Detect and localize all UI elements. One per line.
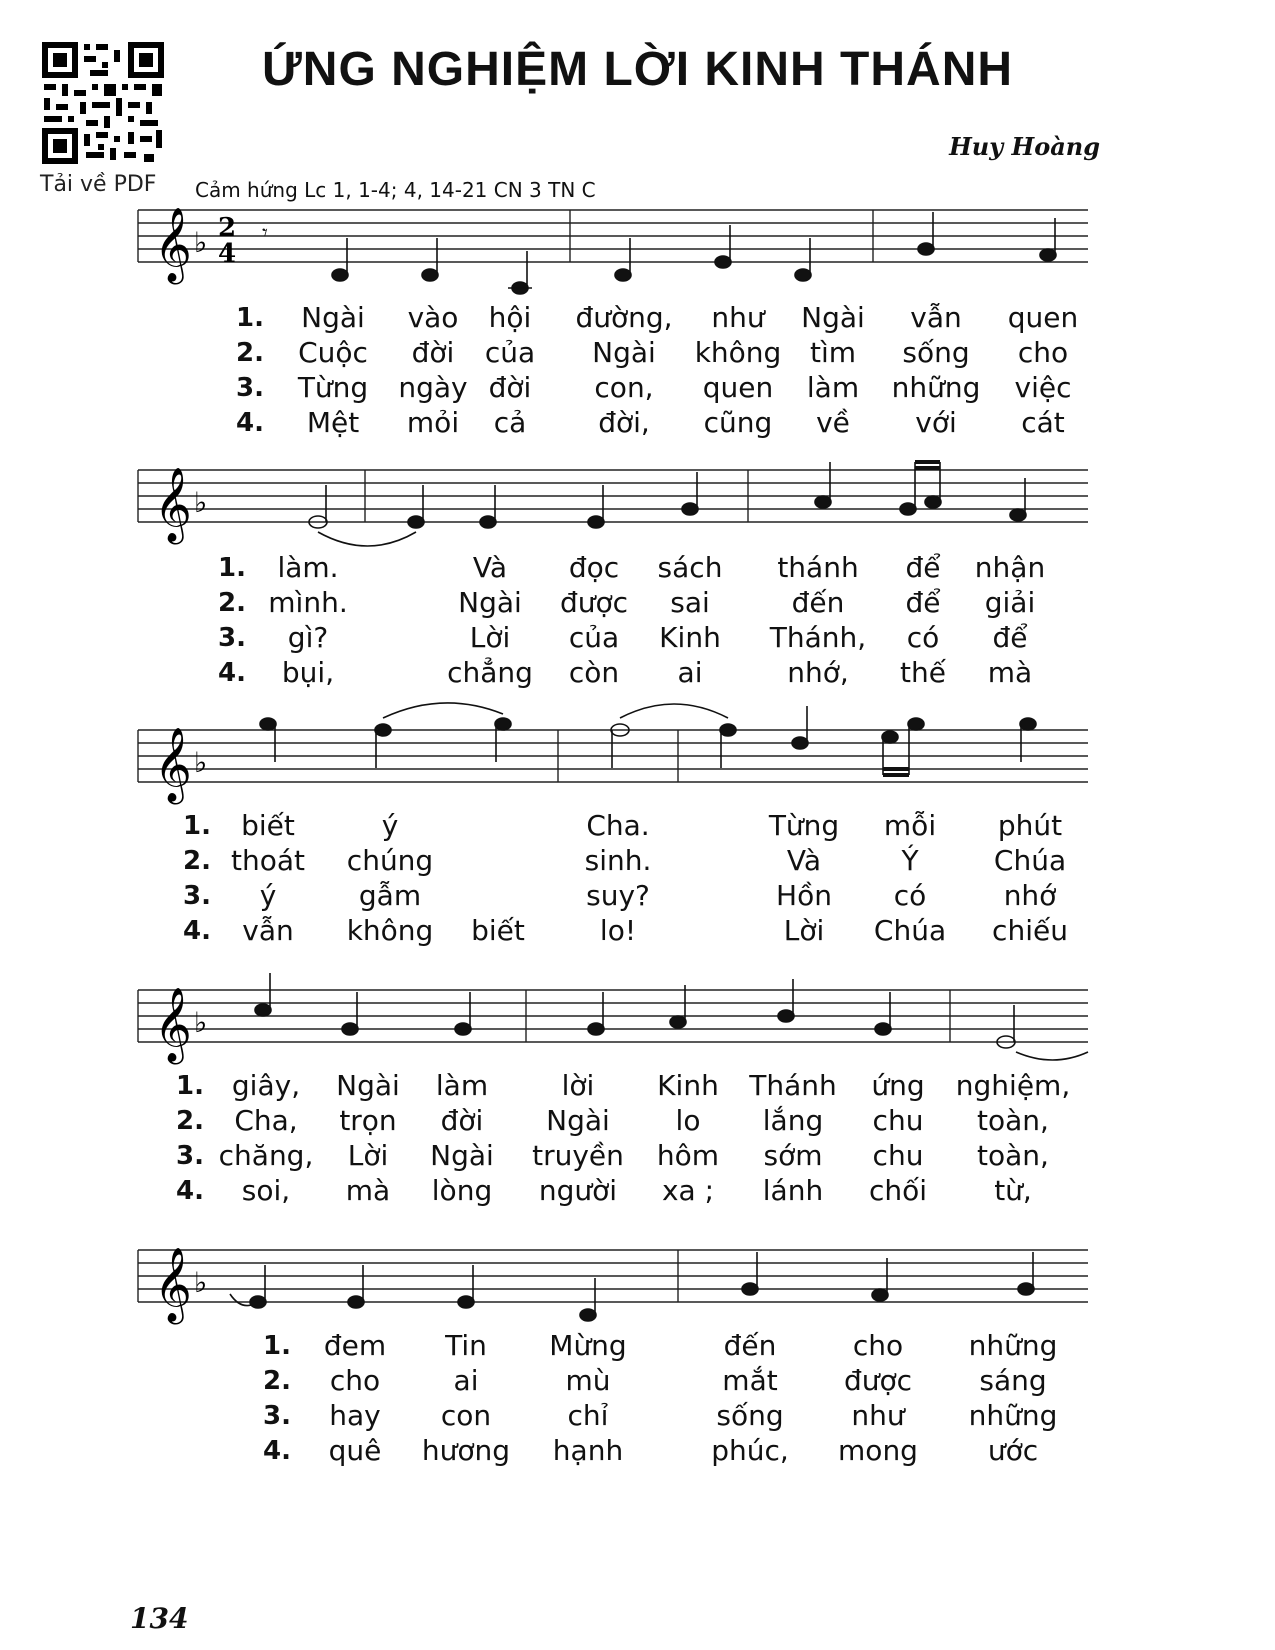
lyric-syllable: Chúa [873,914,947,947]
svg-text:𝄞: 𝄞 [154,1248,192,1322]
lyric-syllable: sống [716,1399,784,1432]
lyric-syllable: mong [838,1434,918,1467]
verse-number: 2. [183,846,211,876]
lyric-syllable: ứng [871,1069,925,1102]
lyric-syllable: sống [902,336,970,369]
verse-number: 1. [218,553,246,583]
lyric-syllable: lời [561,1069,595,1102]
lyric-syllable: để [905,551,941,584]
treble-clef [154,1248,192,1325]
lyric-syllable: nhớ [1003,879,1057,912]
song-title: ỨNG NGHIỆM LỜI KINH THÁNH [261,43,1014,96]
lyric-syllable: làm [806,371,860,404]
verse-number: 2. [263,1366,291,1396]
flat-sign: ♭ [194,1006,208,1039]
lyric-syllable: đem [323,1329,387,1362]
lyric-syllable: hội [488,301,532,334]
lyric-syllable: con [440,1399,492,1432]
verse-number: 2. [236,338,264,368]
verse-number: 3. [183,881,211,911]
lyric-syllable: chối [868,1174,928,1207]
lyric-syllable: mà [987,656,1033,689]
svg-text:𝄞: 𝄞 [154,468,192,542]
lyric-syllable: sáng [979,1364,1047,1397]
verse-number: 1. [176,1071,204,1101]
lyric-syllable: sớm [763,1139,823,1172]
verse-number: 3. [176,1141,204,1171]
lyric-syllable: suy? [586,879,650,912]
lyric-syllable: vẫn [242,914,294,947]
verse-number: 4. [218,658,246,688]
lyric-syllable: lòng [431,1174,493,1207]
lyric-syllable: với [915,406,957,439]
lyric-syllable: đời [440,1104,484,1137]
lyric-syllable: ngày [398,371,468,404]
lyric-syllable: gẫm [358,879,422,912]
verse-number: 4. [183,916,211,946]
lyric-syllable: phúc, [711,1434,789,1467]
lyric-syllable: hay [329,1399,381,1432]
lyric-syllable: Lời [783,914,825,947]
verse-number: 4. [263,1436,291,1466]
lyric-syllable: hôm [656,1139,720,1172]
lyric-syllable: Ý [901,844,919,877]
lyric-syllable: ai [453,1364,479,1397]
lyric-syllable: hạnh [552,1434,624,1467]
lyric-syllable: hương [421,1434,511,1467]
lyric-syllable: Cha. [586,809,650,842]
lyric-syllable: ai [677,656,703,689]
lyric-syllable: sách [657,551,723,584]
lyric-syllable: Ngài [801,301,865,334]
lyric-syllable: Lời [469,621,511,654]
lyric-syllable: quen [702,371,774,404]
lyric-syllable: thoát [231,844,305,877]
time-signature-bottom: 4 [218,239,237,269]
lyric-syllable: Cha, [234,1104,298,1137]
lyric-syllable: những [968,1399,1058,1432]
lyric-syllable: không [346,914,434,947]
flat-sign: ♭ [194,746,208,779]
lyric-syllable: lắng [762,1104,824,1137]
lyric-syllable: sai [670,586,710,619]
lyric-syllable: được [843,1364,913,1397]
lyric-syllable: nhớ, [787,656,849,689]
lyric-syllable: chu [872,1104,924,1137]
lyric-syllable: đời [411,336,455,369]
lyric-syllable: nghiệm, [955,1069,1071,1102]
lyric-syllable: xa ; [661,1174,715,1207]
lyric-syllable: Kinh [657,1069,719,1102]
lyric-syllable: tìm [809,336,857,369]
treble-clef [154,208,192,285]
lyric-syllable: của [484,336,536,369]
lyric-syllable: chẳng [447,656,533,689]
lyric-syllable: con, [594,371,654,404]
lyric-syllable: nhận [974,551,1046,584]
lyric-syllable: được [559,586,629,619]
staff-1 [138,180,1148,290]
lyric-syllable: có [906,621,940,654]
lyric-syllable: Tin [445,1329,487,1362]
lyric-syllable: Thánh [749,1069,837,1102]
lyric-syllable: đến [723,1329,777,1362]
lyric-syllable: Và [786,844,822,877]
lyric-syllable: mỗi [883,809,937,842]
lyric-syllable: chu [872,1139,924,1172]
inspiration-note: Cảm hứng Lc 1, 1-4; 4, 14-21 CN 3 TN C [195,178,596,202]
lyric-syllable: việc [1014,371,1072,404]
lyric-syllable: truyền [532,1139,624,1172]
lyric-syllable: Ngài [458,586,522,619]
verse-number: 3. [236,373,264,403]
lyric-syllable: giây, [231,1069,301,1102]
lyric-syllable: Ngài [592,336,656,369]
verse-number: 3. [218,623,246,653]
lyric-syllable: Ngài [336,1069,400,1102]
lyric-syllable: về [816,406,850,439]
lyric-syllable: mà [345,1174,391,1207]
download-pdf-label[interactable]: Tải về PDF [40,172,157,197]
lyric-syllable: quê [328,1434,382,1467]
time-signature-top: 2 [218,213,237,243]
treble-clef [154,468,192,545]
svg-text:𝄞: 𝄞 [154,208,192,282]
verse-number: 2. [218,588,246,618]
lyric-syllable: đường, [575,301,673,334]
lyric-syllable: Kinh [659,621,721,654]
lyric-syllable: đời, [598,406,650,439]
lyric-syllable: Thánh, [769,621,867,654]
lyric-syllable: Mừng [549,1329,627,1362]
lyric-syllable: để [992,621,1028,654]
lyric-syllable: ước [987,1434,1039,1467]
lyric-syllable: Hồn [776,879,832,912]
lyric-syllable: biết [241,809,295,842]
lyric-syllable: chúng [346,844,434,877]
lyric-syllable: quen [1007,301,1079,334]
lyric-syllable: cát [1021,406,1065,439]
flat-sign: ♭ [194,1266,208,1299]
lyric-syllable: người [538,1174,618,1207]
lyric-syllable: ý [381,809,399,842]
verse-number: 3. [263,1401,291,1431]
verse-number: 1. [263,1331,291,1361]
lyric-syllable: thế [900,656,946,689]
lyric-syllable: trọn [339,1104,397,1137]
lyric-syllable: Từng [768,809,840,842]
lyric-syllable: đến [791,586,845,619]
lyric-syllable: mình. [268,586,348,619]
lyric-syllable: của [568,621,620,654]
lyric-syllable: Và [472,551,508,584]
verse-number: 4. [176,1176,204,1206]
lyric-syllable: làm [435,1069,489,1102]
staff-3 [138,700,1148,810]
staff-4 [138,960,1148,1070]
lyric-syllable: những [968,1329,1058,1362]
lyric-syllable: làm. [277,551,339,584]
lyric-syllable: mỏi [406,406,460,439]
staff-5 [138,1220,1148,1330]
verse-number: 1. [183,811,211,841]
lyric-syllable: chăng, [218,1139,314,1172]
lyric-syllable: Mệt [306,406,360,439]
lyric-syllable: lo [675,1104,701,1137]
lyric-syllable: toàn, [977,1139,1049,1172]
lyric-syllable: Lời [347,1139,389,1172]
lyric-syllable: vào [407,301,459,334]
lyric-syllable: như [711,301,765,334]
lyric-syllable: chỉ [567,1399,609,1432]
page-number: 134 [130,1602,189,1635]
verse-number: 2. [176,1106,204,1136]
lyric-syllable: cho [1017,336,1069,369]
lyric-syllable: để [905,586,941,619]
svg-text:𝄞: 𝄞 [154,728,192,802]
lyric-syllable: chiếu [992,914,1068,947]
treble-clef [154,728,192,805]
lyric-syllable: ý [259,879,277,912]
lyric-syllable: Ngài [301,301,365,334]
lyric-syllable: vẫn [910,301,962,334]
lyric-syllable: Ngài [430,1139,494,1172]
lyric-syllable: toàn, [977,1104,1049,1137]
verse-number: 4. [236,408,264,438]
svg-text:𝄞: 𝄞 [154,988,192,1062]
lyric-syllable: cũng [703,406,773,439]
lyric-syllable: cho [852,1329,904,1362]
lyric-syllable: cho [329,1364,381,1397]
lyric-syllable: mắt [722,1364,778,1397]
flat-sign: ♭ [194,226,208,259]
lyric-syllable: từ, [994,1174,1032,1207]
lyric-syllable: sinh. [584,844,652,877]
lyric-syllable: Chúa [993,844,1067,877]
lyric-syllable: Từng [297,371,369,404]
lyric-syllable: những [891,371,981,404]
lyric-syllable: đọc [568,551,620,584]
lyric-syllable: gì? [287,621,329,654]
lyric-syllable: soi, [241,1174,291,1207]
lyric-syllable: như [851,1399,905,1432]
lyric-syllable: cả [493,406,527,439]
lyric-syllable: lánh [762,1174,824,1207]
flat-sign: ♭ [194,486,208,519]
lyric-syllable: không [694,336,782,369]
lyric-syllable: phút [997,809,1063,842]
treble-clef [154,988,192,1065]
lyric-syllable: mù [565,1364,611,1397]
lyric-syllable: có [893,879,927,912]
lyric-syllable: giải [984,586,1036,619]
lyric-syllable: bụi, [281,656,335,689]
lyric-syllable: lo! [599,914,637,947]
lyric-syllable: Cuộc [298,336,368,369]
lyric-syllable: Ngài [546,1104,610,1137]
composer-name: Huy Hoàng [949,132,1100,161]
lyric-syllable: đời [488,371,532,404]
svg-text:𝄾: 𝄾 [262,221,268,246]
lyric-syllable: còn [568,656,620,689]
verse-number: 1. [236,303,264,333]
lyric-syllable: biết [471,914,525,947]
lyric-syllable: thánh [777,551,859,584]
staff-2 [138,440,1148,550]
